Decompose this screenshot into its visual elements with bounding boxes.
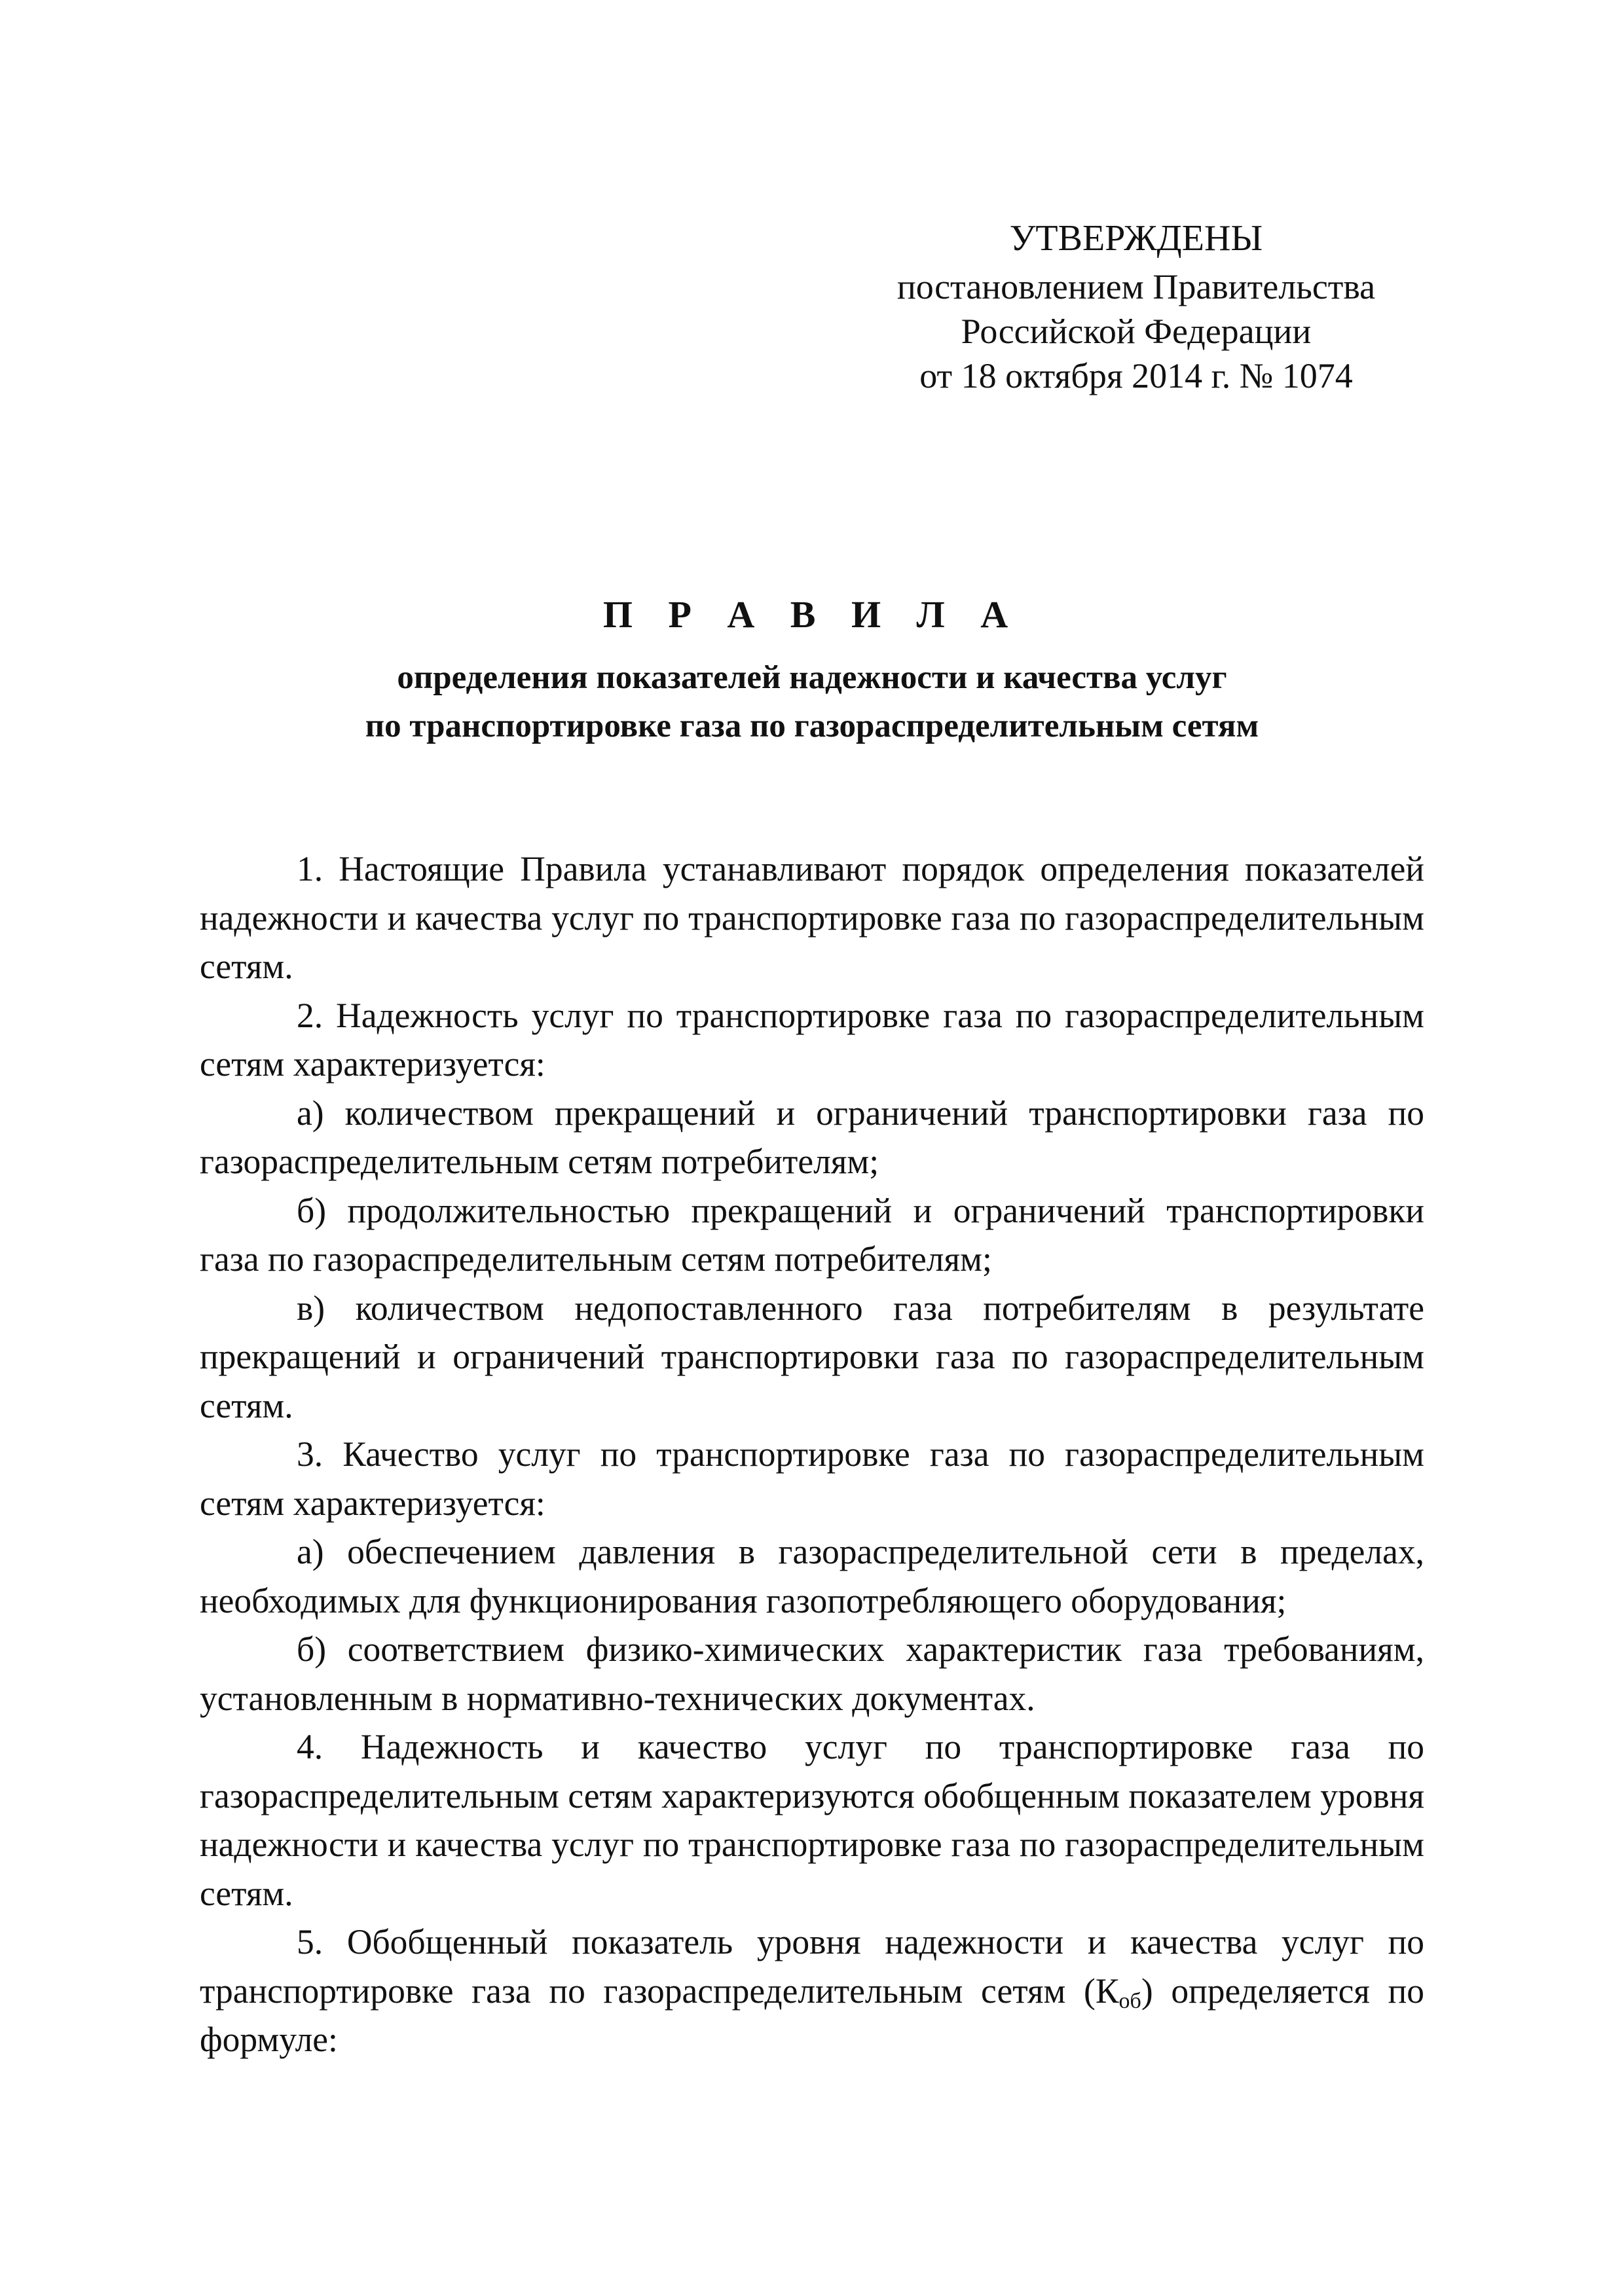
approval-heading: УТВЕРЖДЕНЫ — [1009, 218, 1263, 259]
approval-line-1: постановлением Правительства — [896, 267, 1376, 306]
paragraph-2a: а) количеством прекращений и ограничений транспортировки газа по газораспределительным сетям потребителям; — [200, 1093, 1424, 1181]
paragraph-2c: в) количеством недопоставленного газа потребителям в результате прекращений и ограничений транспортировки газа по газораспределительным сетям. — [200, 1288, 1424, 1425]
paragraph-2: 2. Надежность услуг по транспортировке газа по газораспределительным сетям характеризуется: — [200, 995, 1424, 1084]
approval-line-2: Российской Федерации — [961, 312, 1312, 351]
approval-line-3: от 18 октября 2014 г. № 1074 — [919, 356, 1353, 395]
title-subtitle-line-1: определения показателей надежности и качества услуг — [397, 659, 1227, 696]
paragraph-4: 4. Надежность и качество услуг по транспортировке газа по газораспределительным сетям характеризуются обобщенным показателем уровня надежности и качества услуг по транспортировке газа по газораспределительным сетям. — [200, 1727, 1424, 1913]
k-subscript: об — [1118, 1988, 1141, 2013]
document-title — [196, 592, 1428, 750]
paragraph-2b: б) продолжительностью прекращений и ограничений транспортировки газа по газораспределительным сетям потребителям; — [200, 1190, 1424, 1279]
paragraph-5 — [200, 1918, 1424, 2064]
paragraph-5-text-start: 5. Обобщенный показатель уровня надежности и качества услуг по транспортировке газа по газораспределительным сетям (К — [200, 1922, 1424, 2011]
paragraph-3b: б) соответствием физико-химических характеристик газа требованиям, установленным в нормативно-технических документах. — [200, 1630, 1424, 1718]
title-subtitle-line-2: по транспортировке газа по газораспределительным сетям — [365, 708, 1259, 744]
paragraph-5-text-end: ) определяется по формуле: — [200, 1971, 1424, 2059]
document-body — [200, 845, 1424, 2064]
approval-stamp — [851, 216, 1421, 398]
paragraph-3: 3. Качество услуг по транспортировке газа по газораспределительным сетям характеризуется: — [200, 1434, 1424, 1523]
paragraph-1: 1. Настоящие Правила устанавливают порядок определения показателей надежности и качества услуг по транспортировке газа по газораспределительным сетям. — [200, 849, 1424, 986]
title-main: П Р А В И Л А — [602, 593, 1022, 636]
paragraph-3a: а) обеспечением давления в газораспределительной сети в пределах, необходимых для функционирования газопотребляющего оборудования; — [200, 1532, 1424, 1620]
